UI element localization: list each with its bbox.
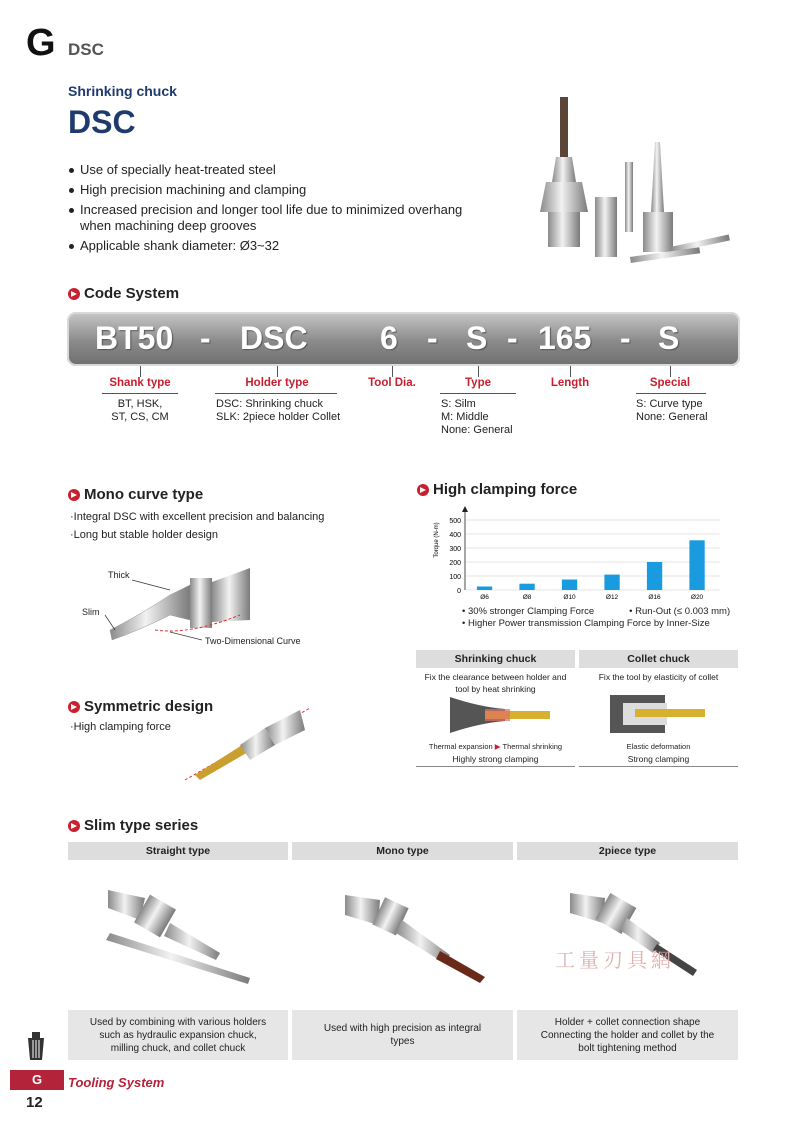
- clamping-heading: [417, 481, 577, 498]
- caption-line: milling chuck, and collet chuck: [110, 1042, 246, 1054]
- code-dia: 6: [380, 320, 398, 356]
- caption-line: Connecting the holder and collet by the: [540, 1029, 715, 1041]
- straight-type-photo: [100, 878, 260, 988]
- mono-type-photo: [340, 875, 490, 985]
- symmetric-bullets: [70, 718, 171, 736]
- clamping-chart: [430, 505, 730, 605]
- leader-line: [570, 366, 571, 377]
- underline: [636, 393, 706, 394]
- desc-line: tool by heat shrinking: [455, 684, 536, 694]
- leader-line: [478, 366, 479, 377]
- bullet-item: ·Long but stable holder design: [70, 529, 219, 541]
- label-type: Type: [465, 377, 491, 389]
- twopiece-type-caption: [517, 1010, 738, 1060]
- type-options: [441, 398, 513, 437]
- caption-line: such as hydraulic expansion chuck,: [99, 1029, 257, 1041]
- feature-item: Use of specially heat-treated steel: [68, 162, 488, 178]
- bar: [477, 587, 492, 591]
- code-dash: -: [200, 320, 211, 356]
- label-tool-dia: Tool Dia.: [368, 377, 416, 389]
- callout-slim: Slim: [82, 607, 100, 617]
- collet-result: Strong clamping: [627, 754, 690, 764]
- caption-line: Used by combining with various holders: [89, 1016, 267, 1028]
- code-length: 165: [538, 320, 592, 356]
- code-system-heading: [68, 285, 179, 302]
- note-text: Higher Power transmission Clamping Force by Inner-Size: [467, 618, 710, 629]
- caption-line: Holder + collet connection shape: [554, 1016, 701, 1028]
- collet-desc: [579, 671, 738, 683]
- feature-item: Increased precision and longer tool life due to minimized overhang when machining deep grooves: [68, 202, 488, 234]
- x-tick-label: Ø10: [563, 594, 576, 601]
- desc-line: Fix the clearance between holder and: [424, 672, 567, 682]
- symmetric-title: Symmetric design: [84, 698, 214, 715]
- collet-header: Collet chuck: [579, 650, 738, 668]
- feature-item: High precision machining and clamping: [68, 182, 488, 198]
- option-line: M: Middle: [441, 411, 489, 423]
- y-tick-label: 300: [449, 546, 461, 553]
- y-tick-label: 200: [449, 560, 461, 567]
- mono-curve-title: Mono curve type: [84, 486, 204, 503]
- code-system-title: Code System: [84, 285, 180, 302]
- product-subtitle: Shrinking chuck: [68, 83, 177, 99]
- y-axis-label: Torque (N-m): [434, 522, 440, 558]
- x-tick-label: Ø6: [480, 594, 489, 601]
- code-holder: DSC: [240, 320, 308, 356]
- collet-icon: [25, 1030, 47, 1064]
- symmetric-diagram: [180, 700, 320, 785]
- triangle-right-icon: ▶: [494, 742, 501, 751]
- y-tick-label: 500: [449, 518, 461, 525]
- label-special: Special: [649, 377, 691, 389]
- clamping-title: High clamping force: [433, 481, 578, 498]
- y-axis-arrow-icon: [462, 506, 468, 512]
- collet-diagram: [605, 693, 710, 735]
- collet-label: Elastic deformation: [626, 742, 691, 751]
- divider: [579, 766, 738, 767]
- code-type: S: [466, 320, 488, 356]
- leader-line: [392, 366, 393, 377]
- section-name: DSC: [68, 40, 104, 59]
- twopiece-type-header: 2piece type: [517, 842, 738, 860]
- bar: [562, 580, 577, 591]
- bullet-text: Long but stable holder design: [73, 529, 219, 541]
- shrink-labels: [416, 741, 575, 753]
- x-tick-label: Ø20: [690, 594, 704, 601]
- y-tick-label: 0: [457, 588, 461, 595]
- note-row: • Higher Power transmission Clamping Force by Inner-Size: [462, 618, 710, 629]
- code-shank: BT50: [95, 320, 174, 356]
- shrink-header: Shrinking chuck: [416, 650, 575, 668]
- arrow-icon: [417, 484, 429, 496]
- arrow-icon: [68, 489, 80, 501]
- watermark: 工量刃具網: [555, 950, 675, 972]
- thermal-shrinking-label: Thermal shrinking: [502, 742, 563, 751]
- divider: [416, 766, 575, 767]
- bar: [689, 540, 704, 590]
- underline: [102, 393, 178, 394]
- code-dash: -: [507, 320, 518, 356]
- option-line: SLK: 2piece holder Collet: [216, 411, 341, 423]
- arrow-icon: [68, 701, 80, 713]
- callout-thick: Thick: [108, 570, 130, 580]
- code-dash: -: [427, 320, 438, 356]
- bar: [519, 584, 534, 590]
- footer-label: Tooling System: [68, 1075, 165, 1090]
- bullet-item: ·High clamping force: [70, 721, 171, 733]
- caption-line: bolt tightening method: [578, 1042, 677, 1054]
- bullet-text: High clamping force: [73, 721, 171, 733]
- straight-type-caption: [68, 1010, 288, 1060]
- y-tick-label: 400: [449, 532, 461, 539]
- chart-notes: [462, 606, 730, 630]
- slim-series-title: Slim type series: [84, 817, 199, 834]
- y-tick-label: 100: [449, 574, 461, 581]
- mono-type-caption: [292, 1010, 513, 1060]
- option-line: DSC: Shrinking chuck: [216, 398, 323, 410]
- code-special: S: [658, 320, 680, 356]
- thermal-expansion-label: Thermal expansion: [428, 742, 493, 751]
- note-text: Run-Out (≤ 0.003 mm): [635, 606, 731, 617]
- feature-item: Applicable shank diameter: Ø3~32: [68, 238, 488, 254]
- page-number: 12: [26, 1094, 43, 1111]
- label-holder-type: Holder type: [245, 377, 309, 389]
- callout-curve: Two-Dimensional Curve: [205, 636, 301, 646]
- shrink-result: Highly strong clamping: [452, 754, 539, 764]
- option-line: None: General: [441, 424, 513, 436]
- x-tick-label: Ø8: [522, 594, 532, 601]
- straight-type-header: Straight type: [68, 842, 288, 860]
- option-line: S: Curve type: [636, 398, 703, 410]
- leader-line: [140, 366, 141, 377]
- label-shank-type: Shank type: [109, 377, 171, 389]
- mono-type-header: Mono type: [292, 842, 513, 860]
- bullet-item: ·Integral DSC with excellent precision and balancing: [70, 511, 325, 523]
- code-dash: -: [620, 320, 631, 356]
- arrow-icon: [68, 820, 80, 832]
- underline: [215, 393, 337, 394]
- option-line: ST, CS, CM: [111, 411, 169, 423]
- shrink-desc: [416, 671, 575, 695]
- bar: [647, 562, 662, 590]
- shrink-diagram: [445, 695, 555, 735]
- special-options: [636, 398, 708, 424]
- section-letter: G: [26, 22, 56, 64]
- x-tick-label: Ø16: [648, 594, 661, 601]
- bar: [604, 575, 619, 590]
- caption-line: Used with high precision as integral: [323, 1023, 482, 1034]
- mono-curve-bullets: [70, 508, 324, 544]
- feature-list: [68, 162, 488, 258]
- option-line: None: General: [636, 411, 708, 423]
- option-line: BT, HSK,: [117, 398, 163, 410]
- product-title: DSC: [68, 104, 136, 140]
- leader-line: [277, 366, 278, 377]
- option-line: S: Silm: [441, 398, 476, 410]
- underline: [440, 393, 516, 394]
- section-tab: G: [10, 1070, 64, 1090]
- note-row: • 30% stronger Clamping Force • Run-Out (≤ 0.003 mm): [462, 606, 731, 617]
- x-tick-label: Ø12: [605, 594, 619, 601]
- slim-series-heading: [68, 817, 198, 834]
- caption-line: types: [390, 1036, 415, 1047]
- note-text: 30% stronger Clamping Force: [467, 606, 595, 617]
- shank-options: [100, 398, 180, 424]
- bullet-text: Integral DSC with excellent precision and balancing: [73, 511, 325, 523]
- arrow-icon: [68, 288, 80, 300]
- desc-line: Fix the tool by elasticity of collet: [598, 672, 719, 682]
- holder-options: [216, 398, 340, 424]
- mono-curve-heading: [68, 486, 203, 503]
- leader-line: [670, 366, 671, 377]
- product-photo: [530, 92, 740, 270]
- label-length: Length: [550, 377, 590, 389]
